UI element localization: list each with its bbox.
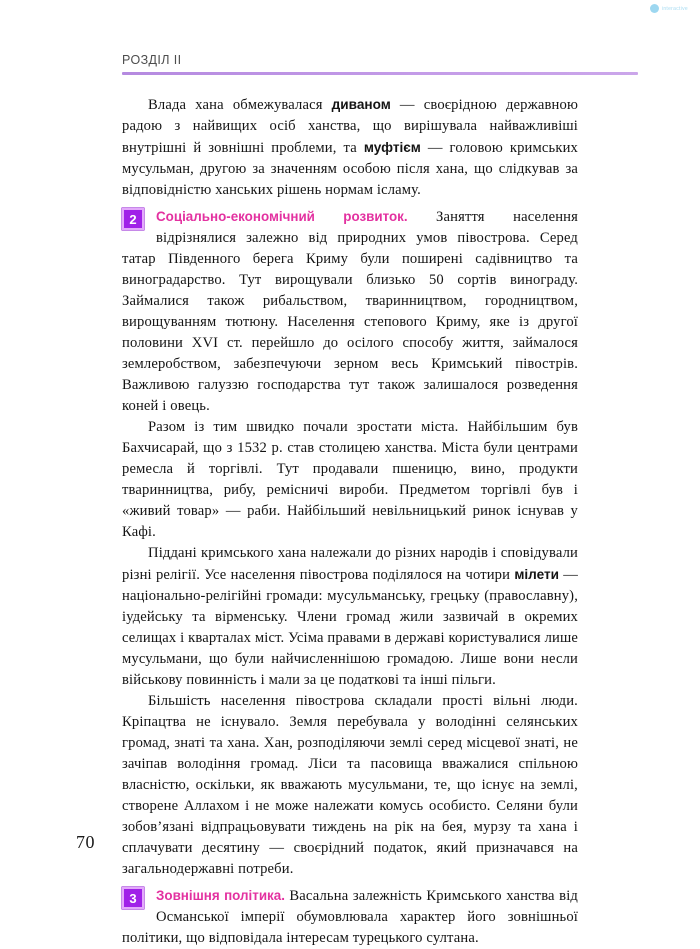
running-head — [122, 54, 638, 75]
section-marker-number: 2 — [129, 211, 137, 227]
section-marker-number: 3 — [129, 890, 137, 906]
highlighted-term: муфтієм — [363, 140, 421, 155]
circle-logo-icon — [650, 4, 659, 13]
paragraph-selyany: Більшість населення півострова складали прості вільні люди. Кріпацтва не існувало. Земля перебувала у володінні селянських громад, знаті та хана. Хан, розподіляючи землі серед місцевої знаті, не зачіпав володіння громад. Ліси та пасовища вважалися спільною власністю, оскільки, як вважають мусульмани, те, що існує на землі, створене Аллахом і не може належати комусь особисто. Селяни були зобов’язані відпрацьовувати тиждень на рік на бея, мурзу та хана і сплачувати десятину — своєрідний податок, який призначався на загальнодержавні потреби. — [122, 693, 578, 877]
section-body-3 — [122, 885, 578, 949]
section-block-2 — [122, 206, 578, 417]
header-rule — [122, 72, 638, 75]
section-heading-3: Зовнішня політика. — [156, 888, 285, 903]
chapter-label: РОЗДІЛ II — [122, 53, 182, 67]
text-column — [122, 94, 578, 949]
paragraph-mista: Разом із тим швидко почали зростати міста. Найбільшим був Бахчисарай, що з 1532 р. став столицею ханства. Міста були центрами ремесла й торгівлі. Тут продавали пшеницю, вино, продукти тваринництва, рибу, ремісничі вироби. Предметом торгівлі був і «живий товар» — раби. Найбільший невільницький ринок існував у Кафі. — [122, 419, 578, 540]
paragraph-mileti: Піддані кримського хана належали до різних народів і сповідували різні релігії. Усе населення півострова поділялося на чотири мілети — національно-релігійні громади: мусульманську, грецьку (православну), іудейську та вірменську. Члени громад жили зазвичай в окремих селищах і кварталах міст. Усіма правами в державі користувалися лише мусульмани, що були найчисленнішою громадою. Лише вони несли військову повинність і мали за це податкові та інші пільги. — [122, 545, 578, 688]
highlighted-term: мілети — [514, 567, 560, 582]
paragraph-divan: Влада хана обмежувалася диваном — своєрідною державною радою з найвищих осіб ханства, що вирішувала найважливіші внутрішні й зовнішні проблеми, та муфтієм — головою кримських мусульман, другою за значенням особою після хана, що слідкував за відповідністю ханських рішень нормам ісламу. — [122, 97, 578, 198]
section-text-2: Заняття населення відрізнялися залежно від природних умов півострова. Серед татар Південного берега Криму були поширені садівництво та виноградарство. Тут вирощували близько 50 сортів винограду. Займалися також рибальством, тваринництвом, городництвом, вирощуванням тютюну. Населення степового Криму, яке із другої половини XVI ст. перейшло до осілого способу життя, займалося землеробством, забезпечуючи зерном весь Кримський півострів. Важливою галуззю господарства тут також залишалося розведення коней і овець. — [122, 209, 578, 414]
section-text-3: Васальна залежність Кримського ханства від Османської імперії обумовлювала характер його зовнішньої політики, що відповідала інтересам турецького султана. — [122, 888, 578, 946]
watermark-label: interactive — [661, 5, 688, 12]
publisher-watermark — [650, 4, 688, 13]
highlighted-term: диваном — [331, 97, 391, 112]
page-number: 70 — [76, 832, 95, 852]
section-marker-2 — [122, 208, 144, 230]
section-heading-2: Соціально-економічний розвиток. — [156, 209, 408, 224]
section-body-2 — [122, 206, 578, 417]
section-block-3 — [122, 885, 578, 949]
